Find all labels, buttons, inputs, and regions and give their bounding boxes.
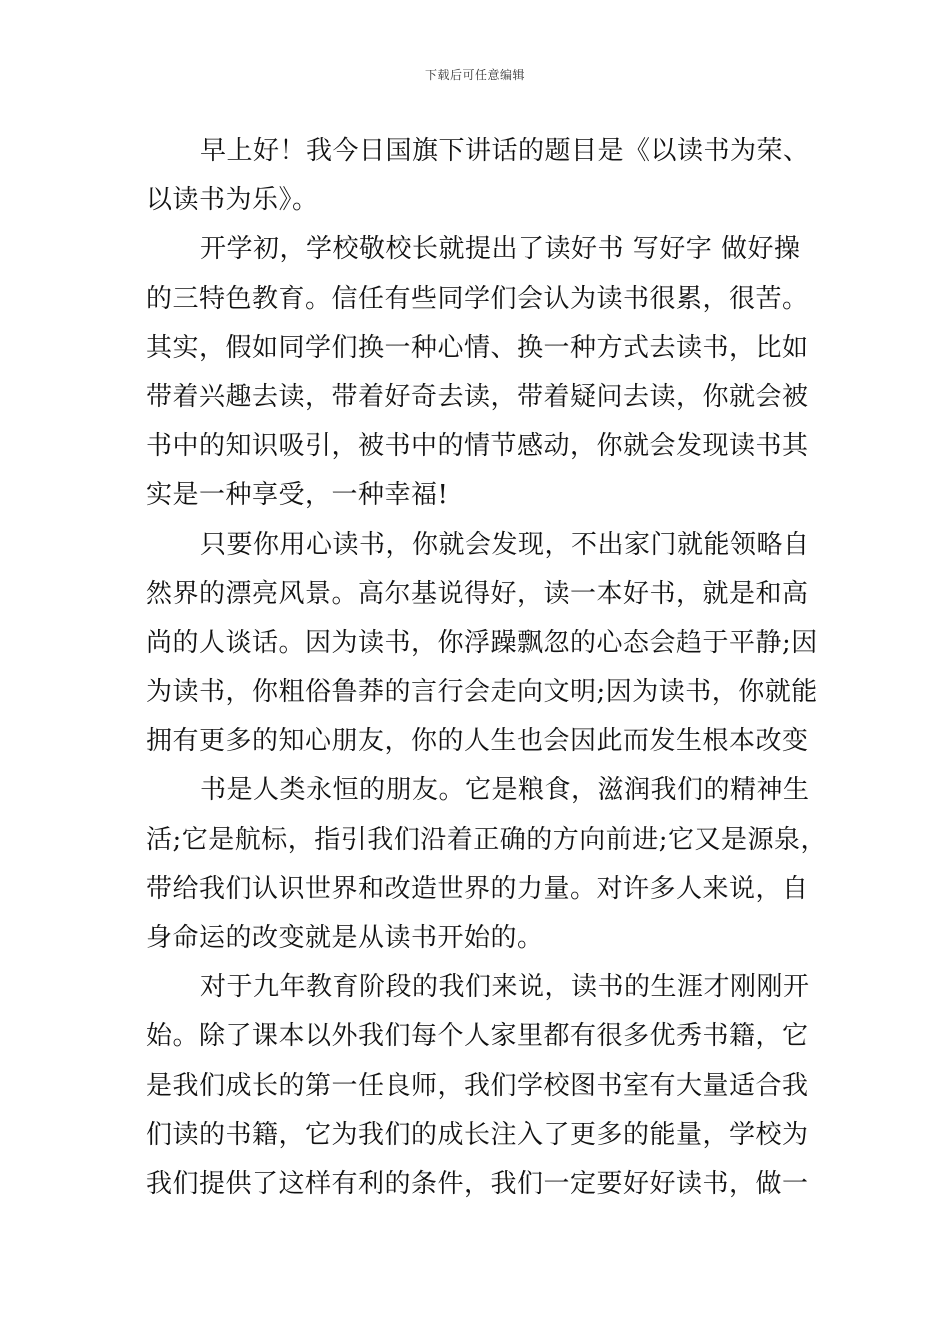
paragraph-line: 对于九年教育阶段的我们来说，读书的生涯才刚刚开	[200, 972, 810, 1003]
paragraph-line: 拥有更多的知心朋友，你的人生也会因此而发生根本改变	[146, 726, 809, 757]
paragraph-line: 开学初，学校敬校长就提出了读好书 写好字 做好操	[200, 234, 801, 265]
paragraph-line: 以读书为乐》。	[146, 185, 319, 216]
paragraph-line: 书中的知识吸引，被书中的情节感动，你就会发现读书其	[146, 431, 809, 462]
paragraph-line: 然界的漂亮风景。高尔基说得好，读一本好书，就是和高	[146, 578, 809, 609]
paragraph-line: 始。除了课本以外我们每个人家里都有很多优秀书籍，它	[146, 1021, 809, 1052]
paragraph-line: 带给我们认识世界和改造世界的力量。对许多人来说，自	[146, 873, 809, 904]
document-body	[146, 127, 828, 1209]
paragraph-line: 实是一种享受，一种幸福!	[146, 480, 449, 511]
paragraph-line: 的三特色教育。信任有些同学们会认为读书很累，很苦。	[146, 283, 809, 314]
paragraph-line: 早上好！我今日国旗下讲话的题目是《以读书为荣、	[200, 136, 810, 166]
paragraph-line: 为读书，你粗俗鲁莽的言行会走向文明;因为读书，你就能	[146, 677, 818, 708]
header-note: 下载后可任意编辑	[424, 68, 525, 82]
paragraph-line: 书是人类永恒的朋友。它是粮食，滋润我们的精神生	[200, 775, 810, 806]
paragraph-line: 带着兴趣去读，带着好奇去读，带着疑问去读，你就会被	[146, 381, 809, 412]
paragraph-line: 我们提供了这样有利的条件，我们一定要好好读书，做一	[146, 1168, 809, 1199]
paragraph-line: 尚的人谈话。因为读书，你浮躁飘忽的心态会趋于平静;因	[146, 627, 818, 658]
paragraph-line: 身命运的改变就是从读书开始的。	[146, 923, 544, 953]
paragraph-line: 们读的书籍，它为我们的成长注入了更多的能量，学校为	[146, 1119, 809, 1150]
paragraph-line: 其实，假如同学们换一种心情、换一种方式去读书，比如	[146, 332, 809, 363]
paragraph-line: 只要你用心读书，你就会发现，不出家门就能领略自	[200, 529, 810, 560]
paragraph-line: 是我们成长的第一任良师，我们学校图书室有大量适合我	[146, 1070, 809, 1101]
paragraph-line: 活;它是航标，指引我们沿着正确的方向前进;它又是源泉，	[146, 824, 828, 855]
